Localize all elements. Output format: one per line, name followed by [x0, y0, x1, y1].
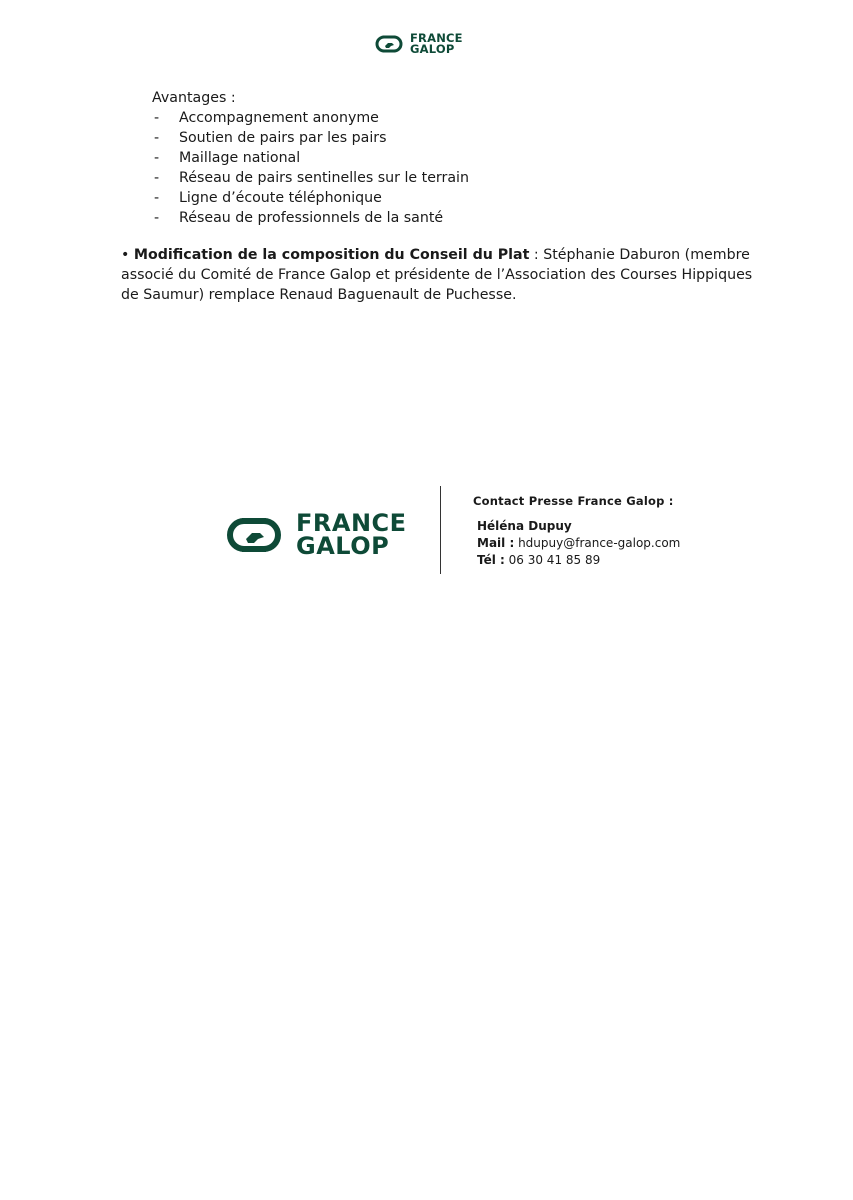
contact-tel [473, 552, 680, 569]
mail-value[interactable]: hdupuy@france-galop.com [514, 536, 681, 550]
contact-name-text: Héléna Dupuy [477, 519, 572, 533]
header-logo-text [410, 33, 463, 55]
list-item-text: Réseau de professionnels de la santé [179, 210, 444, 226]
footer-divider [440, 486, 441, 574]
tel-value: 06 30 41 85 89 [504, 553, 601, 567]
france-galop-logo-icon [220, 515, 288, 555]
dash-marker: - [154, 210, 160, 226]
contact-name [473, 518, 680, 535]
list-item-text: Accompagnement anonyme [179, 110, 379, 126]
list-item [152, 168, 469, 188]
conseil-line1-rest: : Stéphanie Daburon (membre [529, 247, 750, 263]
conseil-bold-title: Modification de la composition du Conseil du Plat [133, 247, 530, 263]
footer-logo-line2: GALOP [296, 531, 390, 560]
dash-marker: - [154, 190, 160, 206]
footer-logo-text [296, 509, 407, 560]
france-galop-logo-icon [374, 34, 404, 54]
header-logo-line1: FRANCE [410, 31, 463, 45]
avantages-list [152, 108, 469, 228]
dash-marker: - [154, 130, 160, 146]
header-logo [374, 33, 463, 55]
header-logo-line2: GALOP [410, 41, 455, 56]
list-item [152, 188, 469, 208]
dash-marker: - [154, 110, 160, 126]
press-contact-block [473, 494, 680, 569]
conseil-line-2: associé du Comité de France Galop et présidente de l’Association des Courses Hippiques [121, 267, 753, 283]
dash-marker: - [154, 150, 160, 166]
avantages-section [152, 88, 469, 228]
list-item [152, 128, 469, 148]
dash-marker: - [154, 170, 160, 186]
list-item-text: Ligne d’écoute téléphonique [179, 190, 382, 206]
list-item-text: Maillage national [179, 150, 301, 166]
conseil-paragraph [121, 245, 761, 305]
list-item-text: Réseau de pairs sentinelles sur le terrain [179, 170, 469, 186]
mail-label: Mail : [477, 536, 515, 550]
tel-label: Tél : [477, 553, 505, 567]
contact-mail [473, 535, 680, 552]
conseil-line-3: de Saumur) remplace Renaud Baguenault de Puchesse. [121, 287, 517, 303]
list-item [152, 108, 469, 128]
avantages-title: Avantages : [152, 90, 236, 106]
footer-logo-line1: FRANCE [296, 509, 407, 537]
bullet-marker: • [121, 247, 130, 263]
list-item [152, 208, 469, 228]
contact-heading: Contact Presse France Galop : [473, 494, 674, 508]
list-item [152, 148, 469, 168]
list-item-text: Soutien de pairs par les pairs [179, 130, 387, 146]
footer-logo [220, 509, 407, 560]
conseil-line-1 [121, 245, 761, 265]
